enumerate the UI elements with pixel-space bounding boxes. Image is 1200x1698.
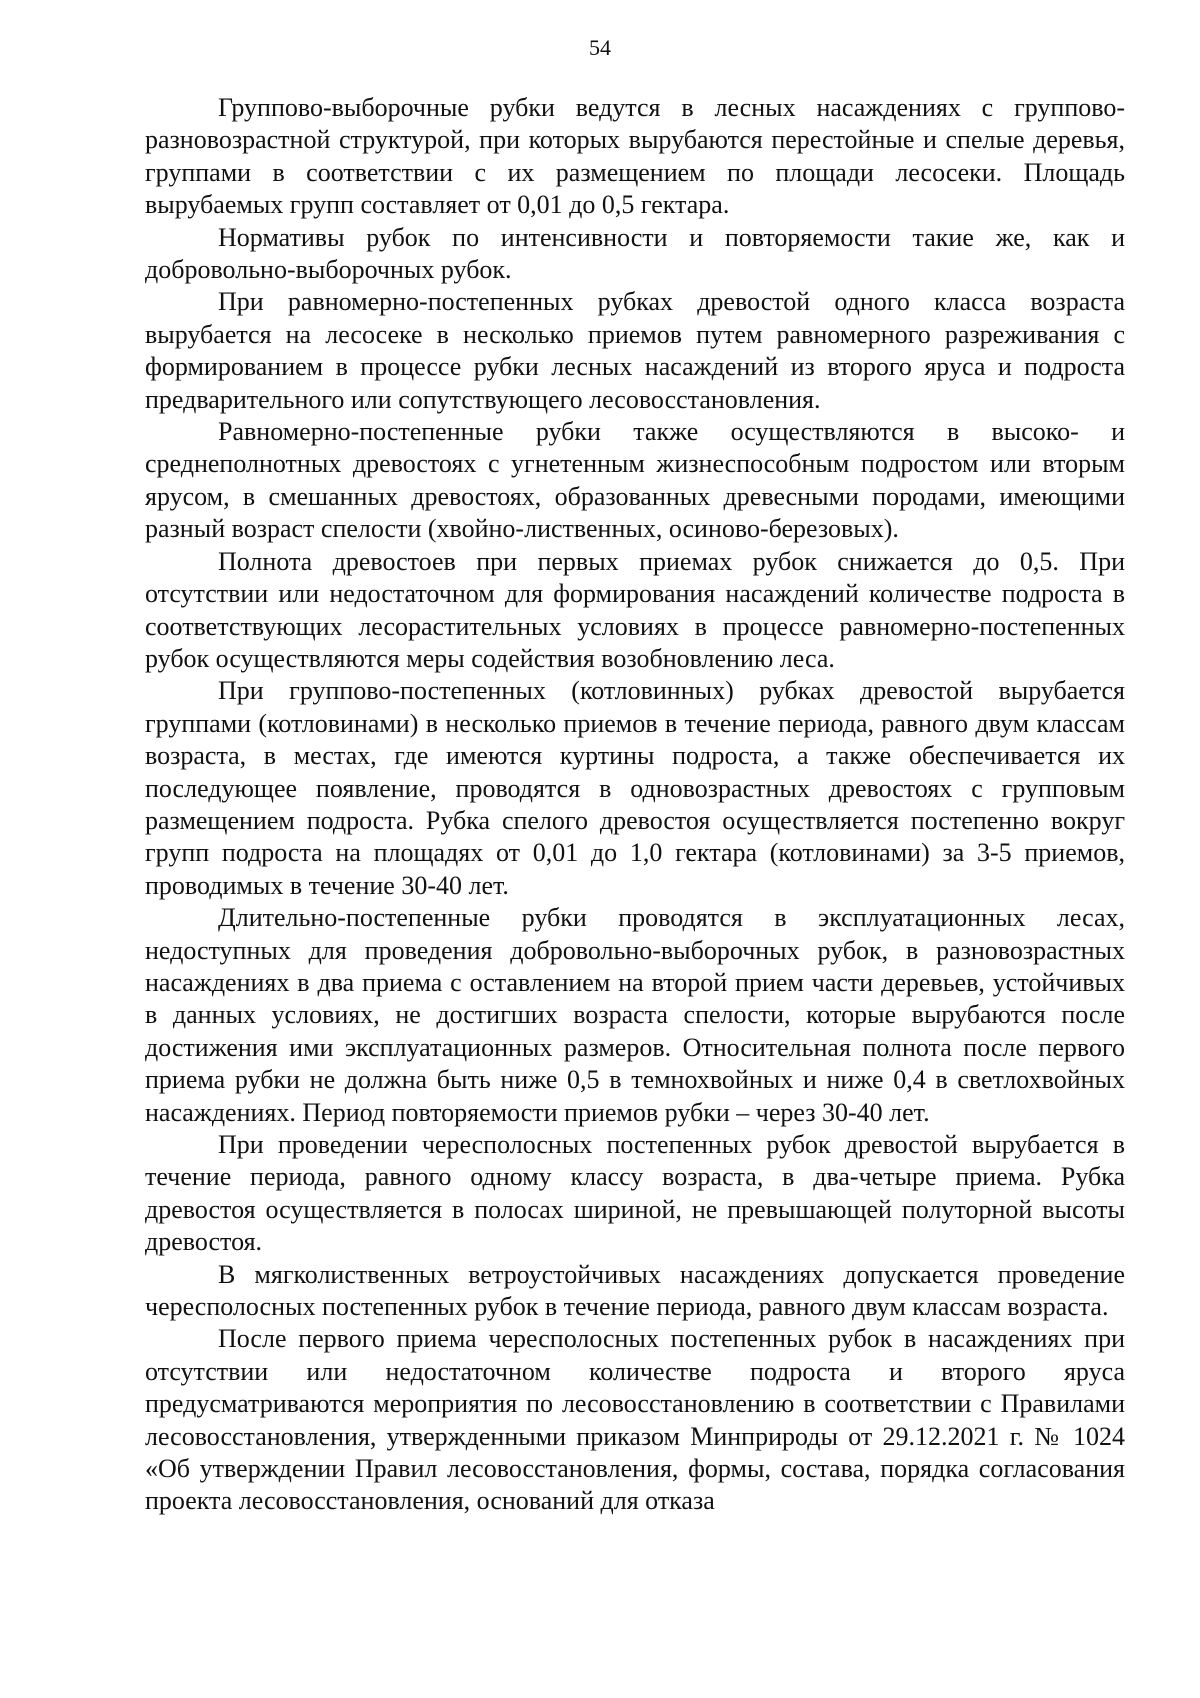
paragraph: При проведении чересполосных постепенных рубок древостой вырубается в течение периода, равного одному классу возраста, в два-четыре приема. Рубка древостоя осуществляется в полосах шириной, не превышающей полуторной высоты древостоя. — [145, 1130, 1125, 1257]
paragraph: Длительно-постепенные рубки проводятся в эксплуатационных лесах, недоступных для проведения добровольно-выборочных рубок, в разновозрастных насаждениях в два приема с оставлением на второй прием части деревьев, устойчивых в данных условиях, не достигших возраста спелости, которые вырубаются после достижения ими эксплуатационных размеров. Относительная полнота после первого приема рубки не должна быть ниже 0,5 в темнохвойных и ниже 0,4 в светлохвойных насаждениях. Период повторяемости приемов рубки – через 30-40 лет. — [145, 903, 1125, 1127]
paragraph: Группово-выборочные рубки ведутся в лесных насаждениях с группово-разновозрастной структурой, при которых вырубаются перестойные и спелые деревья, группами в соответствии с их размещением по площади лесосеки. Площадь вырубаемых групп составляет от 0,01 до 0,5 гектара. — [145, 93, 1125, 220]
document-body — [145, 92, 1125, 1518]
paragraph: В мягколиственных ветроустойчивых насаждениях допускается проведение чересполосных постепенных рубок в течение периода, равного двум классам возраста. — [145, 1259, 1125, 1322]
paragraph: Равномерно-постепенные рубки также осуществляются в высоко- и среднеполнотных древостоях с угнетенным жизнеспособным подростом или вторым ярусом, в смешанных древостоях, образованных древесными породами, имеющими разный возраст спелости (хвойно-лиственных, осиново-березовых). — [145, 417, 1125, 544]
paragraph: При группово-постепенных (котловинных) рубках древостой вырубается группами (котловинами) в несколько приемов в течение периода, равного двум классам возраста, в местах, где имеются куртины подроста, а также обеспечивается их последующее появление, проводятся в одновозрастных древостоях с групповым размещением подроста. Рубка спелого древостоя осуществляется постепенно вокруг групп подроста на площадях от 0,01 до 1,0 гектара (котловинами) за 3-5 приемов, проводимых в течение 30-40 лет. — [145, 676, 1125, 900]
paragraph: После первого приема чересполосных постепенных рубок в насаждениях при отсутствии или недостаточном количестве подроста и второго яруса предусматриваются мероприятия по лесовосстановлению в соответствии с Правилами лесовосстановления, утвержденными приказом Минприроды от 29.12.2021 г. № 1024 «Об утверждении Правил лесовосстановления, формы, состава, порядка согласования проекта лесовосстановления, оснований для отказа — [145, 1324, 1125, 1516]
page-number: 54 — [589, 35, 611, 60]
paragraph: При равномерно-постепенных рубках древостой одного класса возраста вырубается на лесосеке в несколько приемов путем равномерного разреживания с формированием в процессе рубки лесных насаждений из второго яруса и подроста предварительного или сопутствующего лесовосстановления. — [145, 287, 1125, 414]
paragraph: Нормативы рубок по интенсивности и повторяемости такие же, как и добровольно-выборочных рубок. — [145, 222, 1125, 285]
paragraph: Полнота древостоев при первых приемах рубок снижается до 0,5. При отсутствии или недостаточном для формирования насаждений количестве подроста в соответствующих лесорастительных условиях в процессе равномерно-постепенных рубок осуществляются меры содействия возобновлению леса. — [145, 546, 1125, 673]
